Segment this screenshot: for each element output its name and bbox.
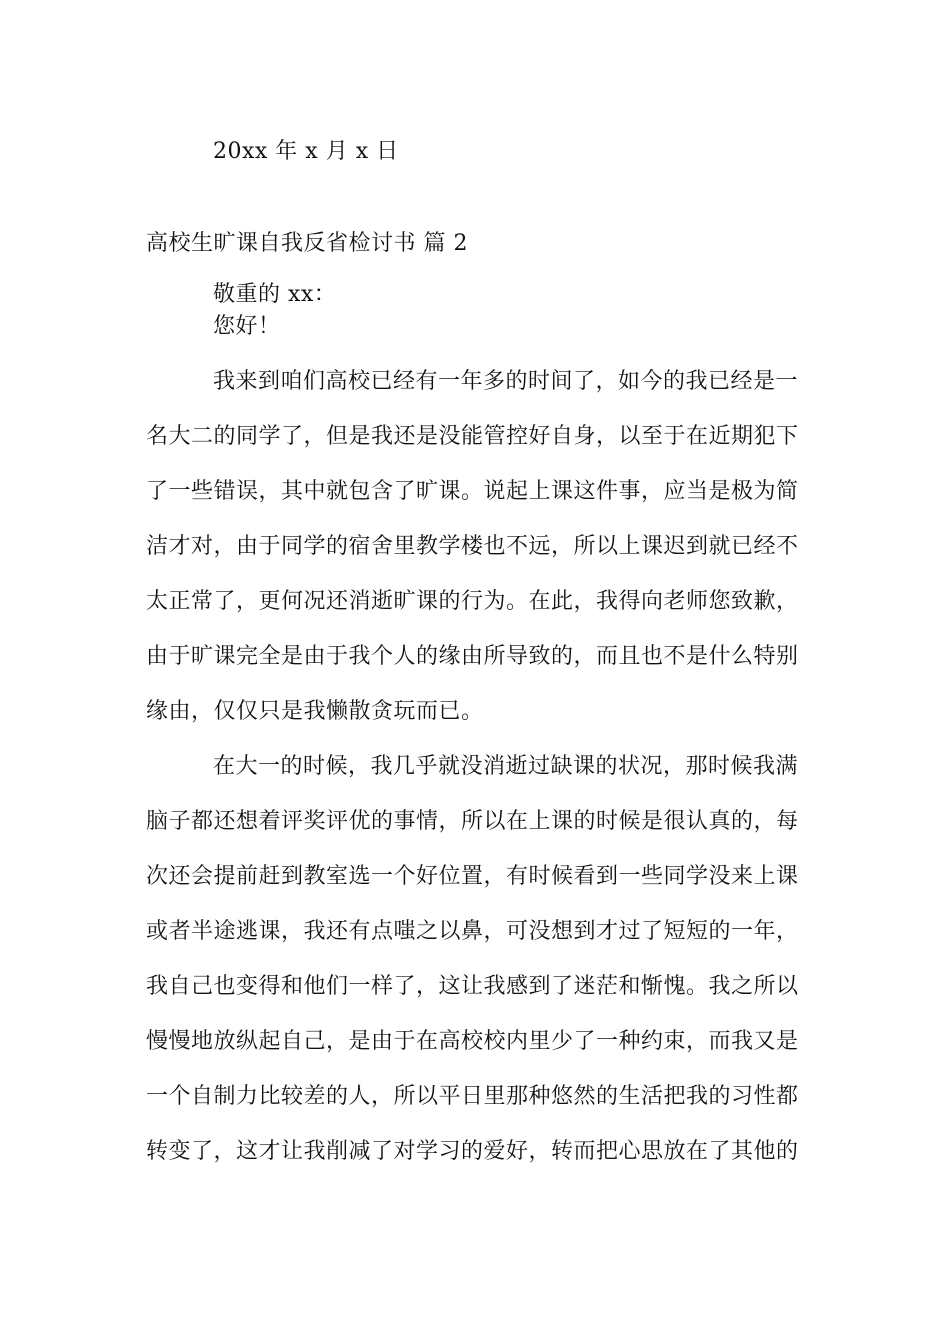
date-line: 20xx 年 x 月 x 日	[213, 139, 399, 164]
paragraph-line: 一个自制力比较差的人，所以平日里那种悠然的生活把我的习性都	[146, 1084, 799, 1109]
greeting: 您好！	[213, 314, 281, 339]
salutation: 敬重的 xx：	[213, 282, 337, 307]
paragraph-line: 名大二的同学了，但是我还是没能管控好自身，以至于在近期犯下	[146, 424, 799, 449]
paragraph-line: 慢慢地放纵起自己，是由于在高校校内里少了一种约束，而我又是	[146, 1029, 799, 1054]
document-title: 高校生旷课自我反省检讨书 篇 2	[146, 231, 468, 256]
paragraph-line: 由于旷课完全是由于我个人的缘由所导致的，而且也不是什么特别	[146, 644, 799, 669]
paragraph-line: 我自己也变得和他们一样了，这让我感到了迷茫和惭愧。我之所以	[146, 974, 799, 999]
paragraph-line: 洁才对，由于同学的宿舍里教学楼也不远，所以上课迟到就已经不	[146, 534, 799, 559]
paragraph-line: 缘由，仅仅只是我懒散贪玩而已。	[146, 699, 484, 724]
paragraph-line: 转变了，这才让我削减了对学习的爱好，转而把心思放在了其他的	[146, 1139, 799, 1164]
paragraph-line: 次还会提前赶到教室选一个好位置，有时候看到一些同学没来上课	[146, 864, 799, 889]
paragraph-line: 或者半途逃课，我还有点嗤之以鼻，可没想到才过了短短的一年，	[146, 919, 799, 944]
paragraph-line: 脑子都还想着评奖评优的事情，所以在上课的时候是很认真的，每	[146, 809, 799, 834]
paragraph-line: 我来到咱们高校已经有一年多的时间了，如今的我已经是一	[213, 369, 799, 394]
paragraph-line: 在大一的时候，我几乎就没消逝过缺课的状况，那时候我满	[213, 754, 799, 779]
paragraph-line: 了一些错误，其中就包含了旷课。说起上课这件事，应当是极为简	[146, 479, 799, 504]
paragraph-line: 太正常了，更何况还消逝旷课的行为。在此，我得向老师您致歉，	[146, 589, 799, 614]
